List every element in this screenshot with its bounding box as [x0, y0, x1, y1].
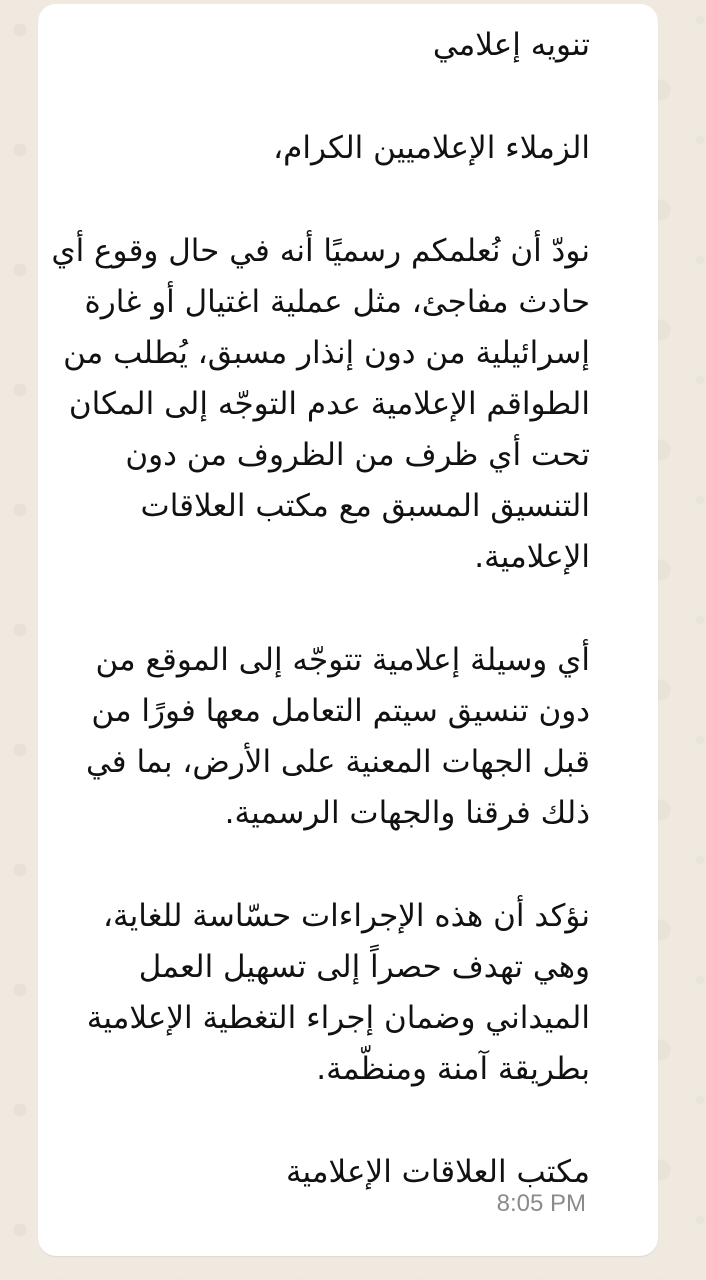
- message-timestamp: 8:05 PM: [496, 1190, 586, 1217]
- message-title: تنويه إعلامي: [432, 27, 590, 63]
- paragraph-gap: [94, 583, 590, 635]
- paragraph2-line: أي وسيلة إعلامية تتوجّه إلى الموقع من: [95, 642, 590, 678]
- paragraph1-line: الطواقم الإعلامية عدم التوجّه إلى المكان: [68, 386, 590, 422]
- paragraph1-line: الإعلامية.: [474, 539, 590, 575]
- paragraph3-line: نؤكد أن هذه الإجراءات حسّاسة للغاية،: [103, 898, 590, 934]
- paragraph1-line: حادث مفاجئ، مثل عملية اغتيال أو غارة: [84, 284, 590, 320]
- paragraph-gap: [94, 839, 590, 891]
- paragraph3-line: الميداني وضمان إجراء التغطية الإعلامية: [86, 1000, 590, 1036]
- paragraph3-line: بطريقة آمنة ومنظّمة.: [316, 1051, 590, 1087]
- paragraph1-line: تحت أي ظرف من الظروف من دون: [125, 437, 590, 473]
- paragraph2-line: قبل الجهات المعنية على الأرض، بما في: [85, 744, 590, 780]
- paragraph-gap: [94, 174, 590, 226]
- paragraph3-line: وهي تهدف حصراً إلى تسهيل العمل: [138, 949, 590, 985]
- paragraph1-line: التنسيق المسبق مع مكتب العلاقات: [140, 488, 590, 524]
- paragraph2-line: دون تنسيق سيتم التعامل معها فورًا من: [91, 693, 590, 729]
- message-greeting: الزملاء الإعلاميين الكرام،: [273, 130, 590, 166]
- paragraph1-line: نودّ أن نُعلمكم رسميًا أنه في حال وقوع أي: [51, 233, 590, 269]
- message-signature: مكتب العلاقات الإعلامية: [285, 1154, 590, 1190]
- message-bubble[interactable]: [38, 4, 658, 1256]
- paragraph-gap: [94, 1095, 590, 1147]
- paragraph2-line: ذلك فرقنا والجهات الرسمية.: [224, 795, 590, 831]
- paragraph-gap: [94, 71, 590, 123]
- paragraph1-line: إسرائيلية من دون إنذار مسبق، يُطلب من: [63, 335, 590, 371]
- message-text: [51, 20, 590, 1198]
- message-bubble-tail: [62, 1214, 80, 1234]
